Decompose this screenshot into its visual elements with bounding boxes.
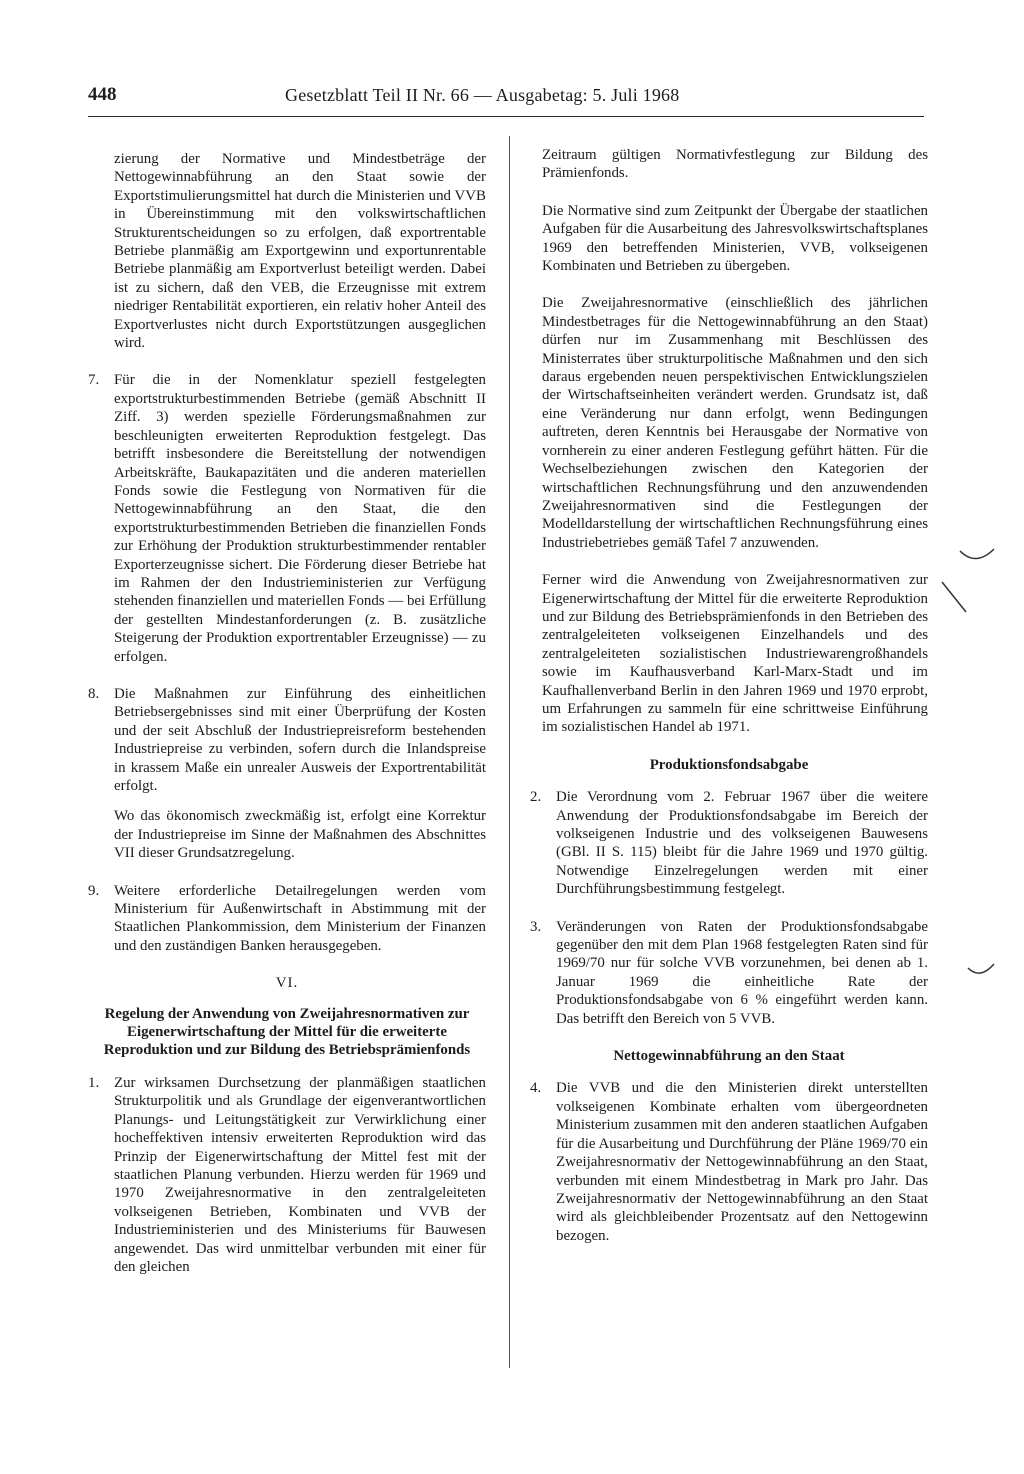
section-heading: Regelung der Anwendung von Zweijahresnormativen zur Eigenerwirtschaftung der Mittel für die erweiterte Reproduktion und zur Bildung des Betriebsprämienfonds [103, 1005, 471, 1059]
item-text: Die Maßnahmen zur Einführung des einheitlichen Betriebsergebnisses sind mit einer Überprüfung der Kosten und der seit Abschluß der Industriepreisreform bestehenden Industriepreise zu verbinden, sofern durch die Inlandspreise in krassem Maße ein unrealer Ausweis der Exportrentabilität erfolgt. [114, 685, 486, 794]
paragraph: Die Normative sind zum Zeitpunkt der Übergabe der staatlichen Aufgaben für die Ausarbeitung des Jahresvolkswirtschaftsplanes 1969 den betreffenden Ministerien, VVB, volkseigenen Kombinaten und Betrieben zu übergeben. [542, 202, 928, 275]
item-number: 8. [88, 685, 100, 702]
item-text: Die Verordnung vom 2. Februar 1967 über die weitere Anwendung der Produktionsfondsabgabe im Bereich der volkseigenen Industrie und des volkseigenen Bauwesens (GBl. II S. 115) bleibt für die Jahre 1969 und 1970 gültig. Notwendige Einzelregelungen werden mit einer Durchführungsbestimmung festgelegt. [556, 789, 928, 898]
paragraph: Ferner wird die Anwendung von Zweijahresnormativen zur Eigenerwirtschaftung der Mittel für die erweiterte Reproduktion und zur Bildung des Betriebsprämienfonds in den Betrieben des zentralgeleiteten volkseigenen Einzelhandels und des zentralgeleiteten sozialistischen Industriewarengroßhandels sowie im Kaufhausverband Karl-Marx-Stadt und im Kaufhallenverband Berlin in den Jahren 1969 und 1970 erprobt, um Erfahrungen zu sammeln für eine schrittweise Einführung im sozialistischen Handel ab 1971. [542, 572, 928, 736]
section-number: VI. [275, 975, 299, 992]
paragraph: Die Zweijahresnormative (einschließlich des jährlichen Mindestbetrages für die Nettogewinnabführung an den Staat) dürfen nur im Zusammenhang mit Beschlüssen des Ministerrates über strukturpolitische Maßnahmen und den sich daraus ergebenden neuen perspektivischen Entwicklungszielen der Wirtschaftseinheiten verändert werden. Grundsatz ist, daß eine Veränderung nur dann erfolgt, wenn Bedingungen auftreten, deren Kenntnis bei Herausgabe der Normative von vornherein zu einer anderen Festlegung geführt hätten. Für die Wechselbeziehungen zwischen den Kategorien der wirtschaftlichen Rechnungsführung und den anzuwendenden Zweijahresnormativen sind die Festlegungen der Modelldarstellung der wirtschaftlichen Rechnungsführung eines Industriebetriebes gemäß Tafel 7 anzuwenden. [542, 295, 928, 551]
list-item-2 [530, 788, 928, 898]
page-number: 448 [88, 84, 117, 105]
item-number: 7. [88, 372, 100, 389]
subheading-produktionsfondsabgabe: Produktionsfondsabgabe [649, 756, 809, 773]
item-number: 3. [530, 918, 542, 935]
margin-mark-arc-lower [966, 960, 998, 982]
margin-mark-slash [940, 580, 970, 616]
item-text: Zur wirksamen Durchsetzung der planmäßigen staatlichen Strukturpolitik und als Grundlage der eigenverantwortlichen Planungs- und Leitungstätigkeit zur Verwirklichung einer hocheffektiven intensiv erweiterten Reproduktion wird das Prinzip der Eigenerwirtschaftung der Mittel fest mit der staatlichen Planung verbunden. Hierzu werden für 1969 und 1970 Zweijahresnormative in den zentralgeleiteten volkseigenen Betrieben, Kombinaten und VVB der Industrieministerien und des Ministeriums für Bauwesen angewendet. Das wird unmittelbar verbunden mit einer für den gleichen [114, 1074, 486, 1275]
item-text: Die VVB und die den Ministerien direkt unterstellten volkseigenen Kombinate erhalten vom übergeordneten Ministerium zusammen mit den anderen staatlichen Aufgaben für die Ausarbeitung und Durchführung der Pläne 1969/70 ein Zweijahresnormativ der Nettogewinnabführung an den Staat, verbunden mit einem Mindestbetrag in Mark pro Jahr. Das Zweijahresnormativ der Nettogewinnabführung an den Staat wird als gleichbleibender Prozentsatz auf den Nettogewinn bezogen. [556, 1080, 928, 1244]
left-column [88, 150, 486, 1295]
list-item-7 [88, 371, 486, 666]
list-item-8 [88, 685, 486, 795]
column-divider [509, 136, 510, 1368]
item-text: Für die in der Nomenklatur speziell festgelegten exportstrukturbestimmenden Betriebe (gemäß Abschnitt II Ziff. 3) werden spezielle Förderungsmaßnahmen zur beschleunigten erweiterten Reproduktion festgelegt. Das betrifft insbesondere die Bereitstellung der notwendigen Arbeitskräfte, Baukapazitäten und die anderen materiellen Fonds sowie die Festlegung von Normativen für die Nettogewinnabführung an den Staat, die den exportstrukturbestimmenden Betrieben die finanziellen Fonds zur Erhöhung der Produktion strukturbestimmender rentabler Exporterzeugnisse sichert. Die Förderung dieser Betriebe hat im Rahmen der den Industrieministerien zur Verfügung stehenden finanziellen und materiellen Fonds — bei Erfüllung der gestellten Mindestanforderungen (z. B. zusätzliche Steigerung der Produktion exportrentabler Erzeugnisse) — zu erfolgen. [114, 372, 486, 665]
item-text: Veränderungen von Raten der Produktionsfondsabgabe gegenüber den mit dem Plan 1968 festgelegten Raten sind für 1969/70 nur für solche VVB vorzunehmen, bei denen ab 1. Januar 1969 die einheitliche Rate der Produktionsfondsabgabe von 6 % eingeführt werden kann. Das betrifft den Bereich von 5 VVB. [556, 918, 928, 1027]
item-number: 9. [88, 882, 100, 899]
running-title: Gesetzblatt Teil II Nr. 66 — Ausgabetag: 5. Juli 1968 [285, 85, 680, 105]
item-8-subparagraph: Wo das ökonomisch zweckmäßig ist, erfolgt eine Korrektur der Industriepreise im Sinne der Maßnahmen des Abschnittes VII dieser Grundsatzregelung. [114, 808, 486, 862]
list-item-1 [88, 1074, 486, 1276]
item-number: 1. [88, 1074, 100, 1091]
continuation-paragraph: zierung der Normative und Mindestbeträge der Nettogewinnabführung an den Staat sowie der Exportstimulierungsmittel hat durch die Ministerien und VVB in Übereinstimmung mit den volkswirtschaftlichen Strukturentscheidungen so zu erfolgen, daß exportrentable Betriebe planmäßig am Exportgewinn und exportunrentable Betriebe planmäßig am Exportverlust beteiligt werden. Dabei ist zu sichern, daß den VEB, die Erzeugnisse mit extrem niedriger Rentabilität exportieren, ein relativ hoher Anteil des Exportverlustes nicht durch Exportstützungen ausgeglichen wird. [114, 151, 486, 352]
item-number: 2. [530, 789, 542, 806]
list-item-3 [530, 918, 928, 1028]
item-number: 4. [530, 1080, 542, 1097]
paragraph: Zeitraum gültigen Normativfestlegung zur Bildung des Prämienfonds. [542, 147, 928, 182]
list-item-4 [530, 1079, 928, 1245]
margin-mark-arc [958, 545, 998, 569]
item-text: Weitere erforderliche Detailregelungen werden vom Ministerium für Außenwirtschaft in Abstimmung mit der Staatlichen Plankommission, dem Ministerium der Finanzen und den zuständigen Banken herausgegeben. [114, 882, 486, 954]
right-column [530, 146, 928, 1264]
subheading-nettogewinnabfuehrung: Nettogewinnabführung an den Staat [613, 1048, 845, 1065]
page-header [88, 84, 924, 117]
list-item-9 [88, 882, 486, 956]
